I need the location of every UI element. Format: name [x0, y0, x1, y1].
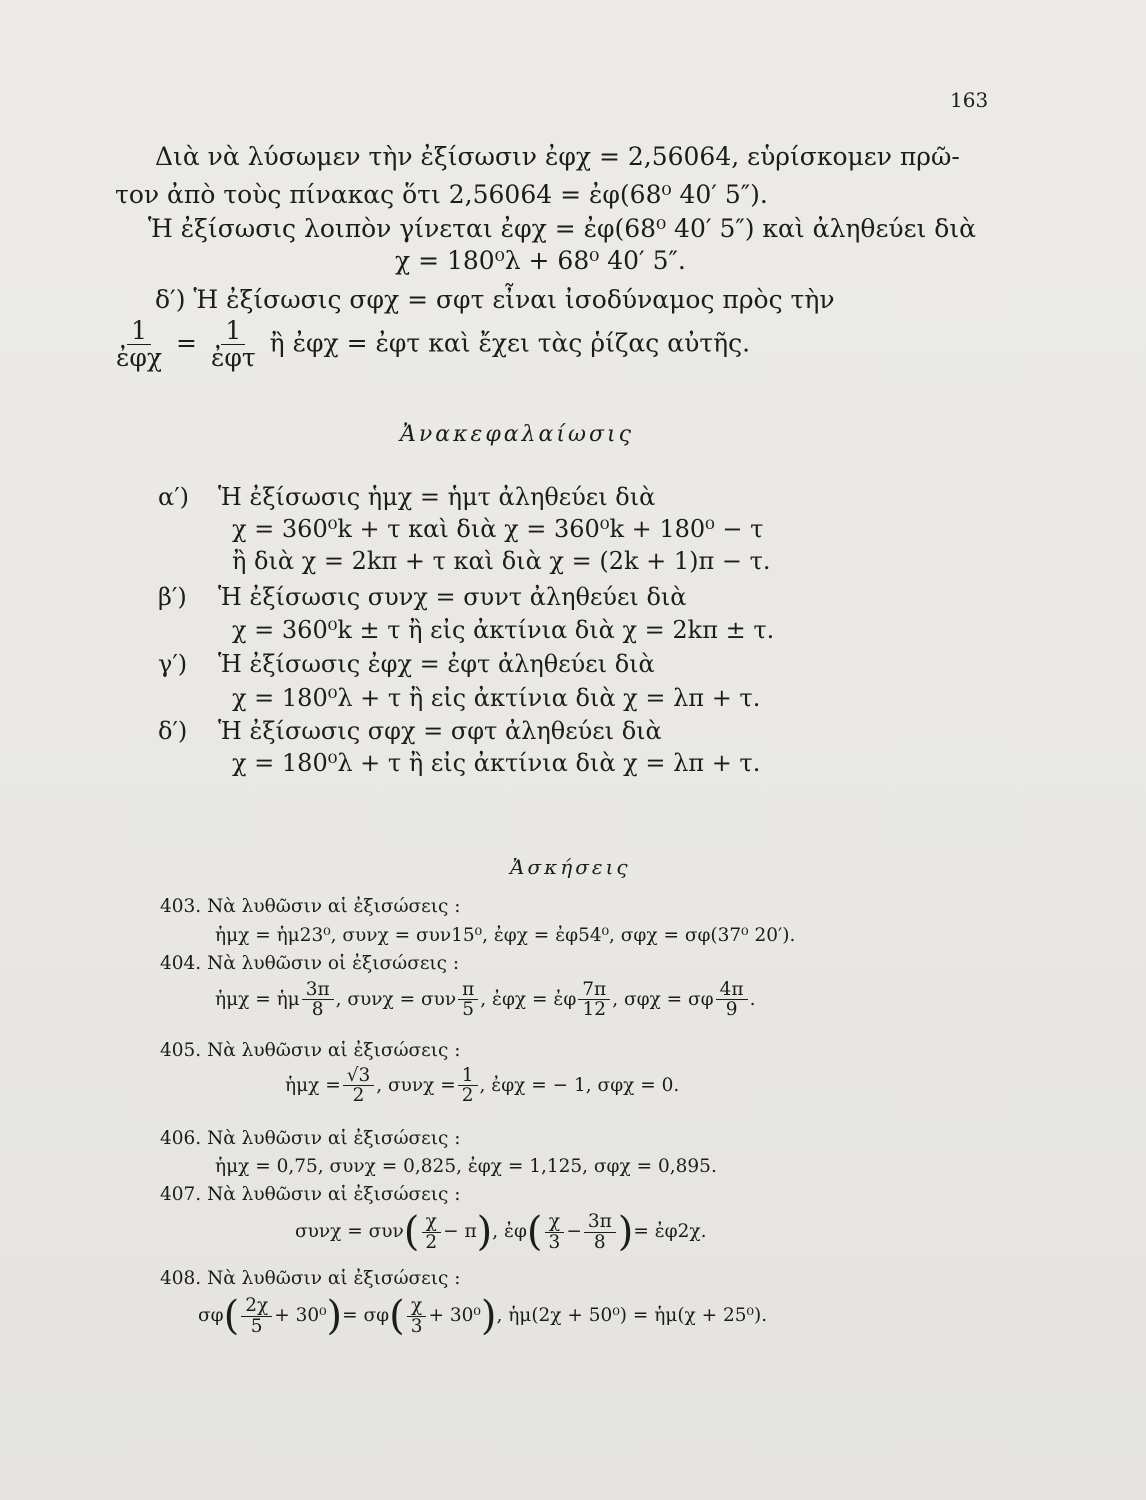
exercise-equation: ἡμχ = $\frac{√3}{2}$ , συνχ = $\frac{1}{2}$ , ἐφχ = − 1, σφχ = 0.	[285, 1065, 680, 1107]
fraction: $\frac{1}{\text{ἐφτ}}$	[210, 316, 256, 373]
fraction: $\frac{4\pi}{9}$	[716, 980, 748, 1020]
paragraph-line: τον ἀπὸ τοὺς πίνακας ὅτι 2,56064 = ἐφ(68⁰ 40′ 5″).	[115, 180, 768, 209]
summary-line: χ = 180⁰λ + τ ἢ εἰς ἀκτίνια διὰ χ = λπ + τ.	[232, 749, 761, 777]
fraction: $\frac{7\pi}{12}$	[578, 980, 610, 1020]
summary-item-c: γ′) Ἡ ἐξίσωσις ἐφχ = ἐφτ ἀληθεύει διὰ	[158, 650, 655, 678]
exercise-equation: συνχ = συν( $\frac{\chi}{2}$ − π), ἐφ( $\frac{\chi}{3}$ − $\frac{3\pi}{8}$ )= ἐφ2χ.	[295, 1209, 707, 1255]
fraction: $\frac{\chi}{2}$	[421, 1212, 441, 1252]
paragraph-line: δ′) Ἡ ἐξίσωσις σφχ = σφτ εἶναι ἰσοδύναμος πρὸς τὴν	[155, 285, 835, 314]
fraction: $\frac{3\pi}{8}$	[584, 1212, 616, 1252]
summary-item-a: α′) Ἡ ἐξίσωσις ἡμχ = ἡμτ ἀληθεύει διὰ	[158, 483, 656, 511]
paragraph-line: Διὰ νὰ λύσωμεν τὴν ἐξίσωσιν ἐφχ = 2,56064, εὑρίσκομεν πρῶ-	[155, 142, 960, 171]
summary-item-b: β′) Ἡ ἐξίσωσις συνχ = συντ ἀληθεύει διὰ	[158, 583, 687, 611]
exercise-405: 405. Νὰ λυθῶσιν αἱ ἐξισώσεις :	[160, 1040, 461, 1061]
exercise-equation: ἡμχ = 0,75, συνχ = 0,825, ἐφχ = 1,125, σφχ = 0,895.	[215, 1156, 717, 1177]
summary-line: χ = 360⁰k + τ καὶ διὰ χ = 360⁰k + 180⁰ − τ	[232, 515, 764, 543]
exercise-equation: ἡμχ = ἡμ $\frac{3\pi}{8}$ , συνχ = συν $\frac{\pi}{5}$ , ἐφχ = ἐφ $\frac{7\pi}{12}$ , σφχ = σφ $\frac{4\pi}{9}$ .	[215, 979, 756, 1021]
fraction: $\frac{\chi}{3}$	[545, 1212, 565, 1252]
exercise-408: 408. Νὰ λυθῶσιν αἱ ἐξισώσεις :	[160, 1268, 461, 1289]
summary-line: ἢ διὰ χ = 2kπ + τ καὶ διὰ χ = (2k + 1)π − τ.	[232, 547, 771, 575]
paragraph-line: Ἡ ἐξίσωσις λοιπὸν γίνεται ἐφχ = ἐφ(68⁰ 40′ 5″) καὶ ἀληθεύει διὰ	[148, 214, 977, 243]
exercise-407: 407. Νὰ λυθῶσιν αἱ ἐξισώσεις :	[160, 1184, 461, 1205]
fraction: $\frac{1}{\text{ἐφχ}}$	[116, 316, 163, 373]
section-heading: Ἀσκήσεις	[510, 855, 631, 879]
page-number: 163	[950, 88, 989, 112]
fraction: $\frac{\pi}{5}$	[458, 980, 478, 1020]
equation-line: χ = 180⁰λ + 68⁰ 40′ 5″.	[395, 246, 686, 275]
exercise-403: 403. Νὰ λυθῶσιν αἱ ἐξισώσεις :	[160, 896, 461, 917]
exercise-equation: ἡμχ = ἡμ23⁰, συνχ = συν15⁰, ἐφχ = ἐφ54⁰, σφχ = σφ(37⁰ 20′).	[215, 925, 796, 946]
exercise-406: 406. Νὰ λυθῶσιν αἱ ἐξισώσεις :	[160, 1128, 461, 1149]
fraction: $\frac{2\chi}{5}$	[241, 1296, 272, 1336]
fraction: $\frac{√3}{2}$	[343, 1066, 375, 1106]
summary-item-d: δ′) Ἡ ἐξίσωσις σφχ = σφτ ἀληθεύει διὰ	[158, 717, 662, 745]
exercise-404: 404. Νὰ λυθῶσιν οἱ ἐξισώσεις :	[160, 953, 460, 974]
fraction-equation-line: $\frac{1}{\text{ἐφχ}}$ = $\frac{1}{\text{ἐφτ}}$ ἢ ἐφχ = ἐφτ καὶ ἔχει τὰς ῥίζας αὐτῆς.	[110, 318, 750, 372]
summary-line: χ = 360⁰k ± τ ἢ εἰς ἀκτίνια διὰ χ = 2kπ ± τ.	[232, 616, 775, 644]
fraction: $\frac{1}{2}$	[458, 1066, 478, 1106]
fraction: $\frac{\chi}{3}$	[407, 1296, 427, 1336]
fraction: $\frac{3\pi}{8}$	[302, 980, 334, 1020]
summary-line: χ = 180⁰λ + τ ἢ εἰς ἀκτίνια διὰ χ = λπ + τ.	[232, 684, 761, 712]
exercise-equation: σφ( $\frac{2\chi}{5}$ + 30⁰)= σφ( $\frac{\chi}{3}$ + 30⁰), ἡμ(2χ + 50⁰) = ἡμ(χ + 25⁰).	[198, 1293, 768, 1339]
section-heading: Ἀνακεφαλαίωσις	[400, 422, 634, 447]
